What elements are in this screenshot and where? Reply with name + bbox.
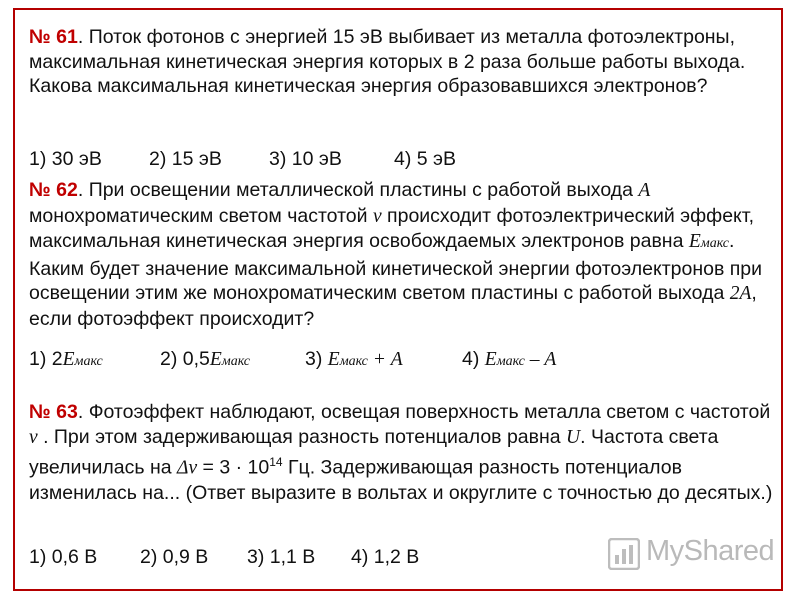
question-61 [29, 25, 781, 99]
symbol-U: U [566, 426, 581, 448]
option-4: 4) Eмакс – A [462, 348, 557, 370]
option-2: 2) 0,9 В [140, 546, 209, 568]
symbol-nu: ν [372, 205, 382, 227]
question-text: . При этом задерживающая разность потенциалов равна [37, 425, 567, 448]
watermark-text: MyShared [646, 535, 775, 567]
symbol-2A: 2A [729, 283, 752, 304]
option-4: 4) 5 эВ [394, 148, 456, 170]
question-number: № 62 [29, 179, 78, 201]
question-text: . Каким будет значение максимальной кинетической энергии фотоэлектронов при освещении этим же монохроматическим светом пластины с работой выхода [29, 230, 763, 304]
symbol-delta-nu: Δν [177, 457, 198, 479]
question-text: , если фотоэффект происходит? [29, 282, 757, 330]
symbol-A: A [638, 180, 651, 201]
question-text: . Фотоэффект наблюдают, освещая поверхность металла светом с частотой [77, 401, 771, 423]
question-text: = 3 · 10 [197, 456, 270, 479]
option-1: 1) 30 эВ [29, 148, 102, 170]
watermark [606, 533, 775, 573]
question-text: происходит фотоэлектрический эффект, максимальная кинетическая энергия освобождаемых электронов равна [29, 204, 754, 252]
symbol-nu: ν [29, 426, 38, 448]
question-text: . Частота света увеличилась на [29, 425, 719, 479]
option-3: 3) Eмакс + A [305, 348, 403, 370]
question-63 [29, 400, 781, 506]
option-2: 2) 0,5Eмакс [160, 348, 250, 370]
question-text: . При освещении металлической пластины с работой выхода [77, 179, 639, 201]
bar-chart-icon [608, 538, 640, 570]
question-62 [29, 178, 781, 331]
question-number: № 63 [29, 401, 78, 423]
option-1: 1) 0,6 В [29, 546, 98, 568]
question-text: . Поток фотонов с энергией 15 эВ выбивает из металла фотоэлектроны, максимальная кинетическая энергия которых в 2 раза больше работы выхода. Какова максимальная кинетическая энергия образовавшихся электронов? [29, 26, 746, 97]
option-4: 4) 1,2 В [351, 546, 420, 568]
question-text: монохроматическим светом частотой [29, 204, 373, 227]
symbol-E: E [688, 231, 701, 252]
exponent: 14 [269, 455, 283, 469]
question-text: Гц. Задерживающая разность потенциалов изменилась на... (Ответ выразите в вольтах и округлите с точностью до десятых.) [29, 456, 773, 504]
option-1: 1) 2Eмакс [29, 348, 103, 370]
question-number: № 61 [29, 26, 78, 48]
option-2: 2) 15 эВ [149, 148, 222, 170]
option-3: 3) 1,1 В [247, 546, 316, 568]
option-3: 3) 10 эВ [269, 148, 342, 170]
symbol-E-subscript: макс [700, 236, 729, 251]
